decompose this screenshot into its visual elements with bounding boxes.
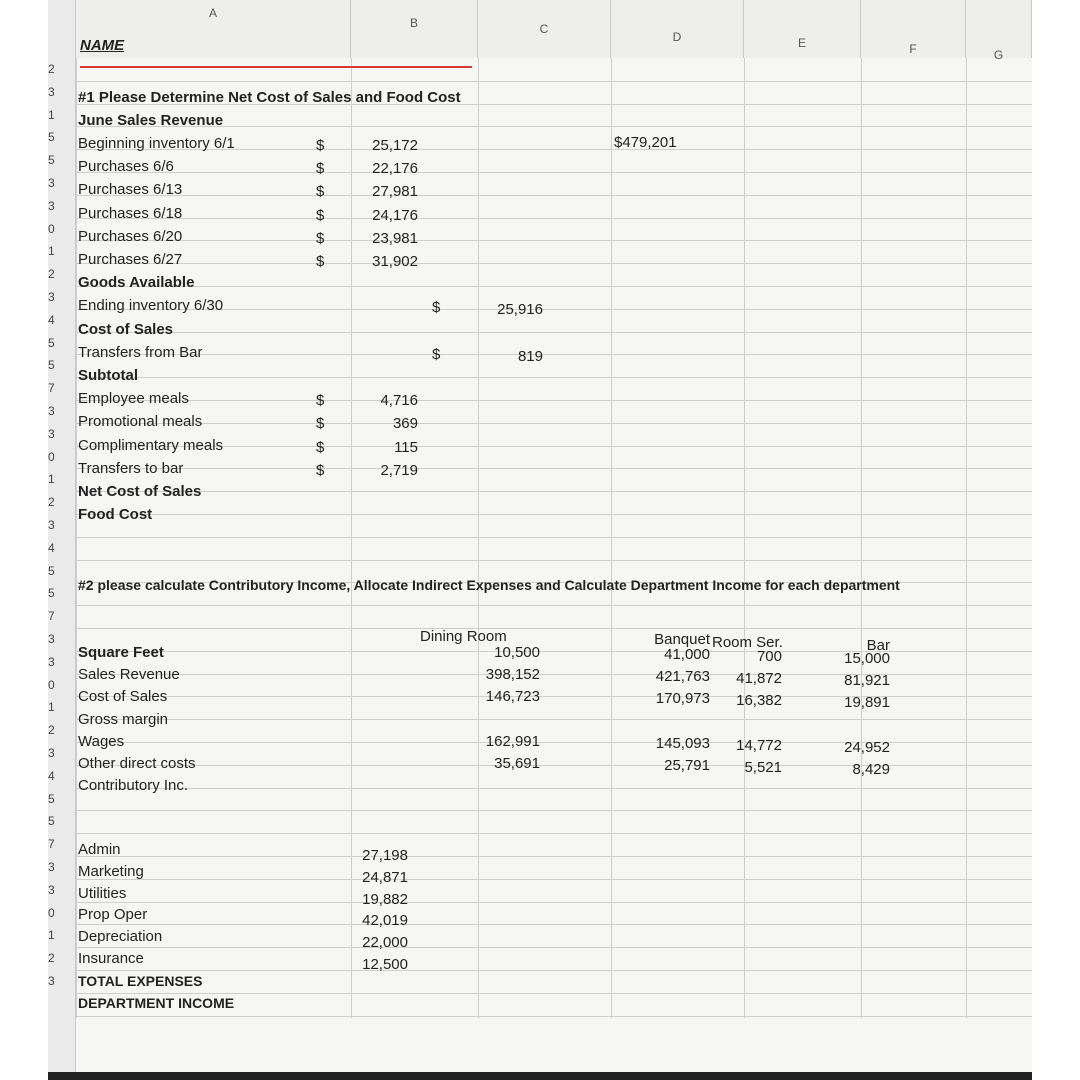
column-header-c[interactable]: C <box>478 0 611 58</box>
column-header-row <box>48 0 1032 62</box>
section1-row-label[interactable]: Food Cost <box>78 506 153 524</box>
row-number[interactable]: 5 <box>48 586 55 601</box>
section1-row-value[interactable]: 115 <box>394 438 418 456</box>
currency-symbol: $ <box>316 137 325 154</box>
section2-cell[interactable]: 15,000 <box>844 650 890 667</box>
section2-cell[interactable]: 81,921 <box>844 672 890 690</box>
section1-row-value[interactable]: 23,981 <box>372 229 418 247</box>
section2-cell[interactable]: 145,093 <box>655 734 710 752</box>
row-number[interactable]: 5 <box>48 153 55 168</box>
grid-row-line <box>76 240 1032 241</box>
section2-row-label[interactable]: Contributory Inc. <box>78 777 189 795</box>
section1-row-label[interactable]: Subtotal <box>78 367 138 384</box>
grid-row-line <box>76 263 1032 264</box>
row-number[interactable]: 3 <box>48 632 55 646</box>
section1-row-label[interactable]: Purchases 6/13 <box>78 181 183 199</box>
section1-row-label[interactable]: Beginning inventory 6/1 <box>78 135 235 152</box>
section2-row-label[interactable]: Cost of Sales <box>78 688 168 706</box>
screen-bottom-edge <box>48 1072 1032 1080</box>
section2-row-label[interactable]: Gross margin <box>78 710 169 728</box>
grid-row-line <box>76 537 1032 538</box>
column-header-d[interactable]: D <box>611 0 744 58</box>
department-header[interactable]: Banquet <box>654 631 710 648</box>
row-number[interactable]: 3 <box>48 404 55 418</box>
grid-row-line <box>76 514 1032 515</box>
currency-symbol: $ <box>316 183 325 201</box>
grid-row-line <box>76 81 1032 82</box>
row-number-gutter <box>48 0 76 1080</box>
sales-label: June Sales Revenue <box>78 112 224 129</box>
section2-cell[interactable]: 25,791 <box>664 757 710 774</box>
currency-symbol: $ <box>316 229 325 247</box>
expense-label[interactable]: Prop Oper <box>78 906 148 924</box>
department-header[interactable]: Bar <box>866 637 890 654</box>
section1-row-value[interactable]: 4,716 <box>380 392 418 410</box>
grid-row-line <box>76 902 1032 903</box>
grid-column-line <box>861 58 862 1018</box>
row-number[interactable]: 1 <box>48 472 55 487</box>
grid-row-line <box>76 810 1032 811</box>
row-number[interactable]: 7 <box>48 837 55 852</box>
grid-row-line <box>76 856 1032 857</box>
grid-row-line <box>76 332 1032 333</box>
row-number[interactable]: 4 <box>48 312 55 327</box>
section1-row-value[interactable]: 369 <box>392 415 418 433</box>
section1-row-label[interactable]: Complimentary meals <box>78 436 224 454</box>
grid-column-line <box>966 58 967 1018</box>
grid-row-line <box>76 491 1032 492</box>
section1-row-value[interactable]: 22,176 <box>372 160 418 178</box>
section2-cell[interactable]: 19,891 <box>844 694 890 712</box>
section2-cell[interactable]: 35,691 <box>494 755 540 772</box>
expense-label[interactable]: Insurance <box>78 950 144 967</box>
grid-row-line <box>76 628 1032 629</box>
row-number[interactable]: 5 <box>48 358 55 373</box>
name-underline <box>80 66 472 68</box>
column-header-a[interactable]: A <box>76 0 351 58</box>
grid-column-line <box>611 58 612 1018</box>
section1-row-value[interactable]: 25,172 <box>372 137 418 154</box>
row-number[interactable]: 0 <box>48 449 55 464</box>
sales-value[interactable]: $479,201 <box>614 134 677 151</box>
section1-title: #1 Please Determine Net Cost of Sales and Food Cost <box>78 89 461 106</box>
expense-value[interactable]: 19,882 <box>362 890 408 908</box>
row-number[interactable]: 5 <box>48 335 55 350</box>
row-number[interactable]: 5 <box>48 791 55 806</box>
section1-row-value-c[interactable]: 819 <box>517 347 543 365</box>
section1-row-value[interactable]: 2,719 <box>380 461 418 479</box>
section2-cell[interactable]: 8,429 <box>852 761 890 778</box>
expense-label[interactable]: Depreciation <box>78 928 163 946</box>
grid-row-line <box>76 605 1032 606</box>
column-header-f[interactable]: F <box>861 0 966 58</box>
row-number[interactable]: 3 <box>48 290 55 304</box>
section2-cell[interactable]: 41,000 <box>664 646 710 663</box>
row-number[interactable]: 3 <box>48 746 55 760</box>
name-label: NAME <box>80 37 125 54</box>
currency-symbol: $ <box>432 299 441 317</box>
section2-title: #2 please calculate Contributory Income, Allocate Indirect Expenses and Calculate Department Income for each department <box>78 577 900 593</box>
grid-row-line <box>76 286 1032 287</box>
section2-row-label[interactable]: Other direct costs <box>78 755 196 772</box>
row-number[interactable]: 2 <box>48 723 55 738</box>
section1-row-label[interactable]: Net Cost of Sales <box>78 483 202 500</box>
section2-cell[interactable]: 10,500 <box>494 644 540 661</box>
section2-cell[interactable]: 24,952 <box>844 738 890 756</box>
total-expenses-label[interactable]: TOTAL EXPENSES <box>78 973 203 989</box>
expense-value[interactable]: 27,198 <box>362 847 408 864</box>
currency-symbol: $ <box>316 253 325 270</box>
row-number[interactable]: 1 <box>48 928 55 943</box>
section1-row-label[interactable]: Purchases 6/20 <box>78 227 183 245</box>
grid-row-line <box>76 924 1032 925</box>
row-number[interactable]: 5 <box>48 814 55 829</box>
section1-row-value[interactable]: 24,176 <box>372 206 418 224</box>
expense-value[interactable]: 22,000 <box>362 934 408 952</box>
grid-column-line <box>478 58 479 1018</box>
expense-label[interactable]: Admin <box>78 841 121 858</box>
spreadsheet <box>48 0 1032 1080</box>
grid-row-line <box>76 947 1032 948</box>
row-number[interactable]: 0 <box>48 677 55 692</box>
section1-row-label[interactable]: Goods Available <box>78 274 195 292</box>
grid-row-line <box>76 423 1032 424</box>
row-number[interactable]: 2 <box>48 495 55 510</box>
section1-row-label[interactable]: Purchases 6/27 <box>78 251 183 268</box>
grid-row-line <box>76 970 1032 971</box>
section1-row-label[interactable]: Transfers from Bar <box>78 343 203 361</box>
section2-cell[interactable]: 162,991 <box>485 732 540 750</box>
section2-cell[interactable]: 41,872 <box>736 670 782 688</box>
row-number[interactable]: 2 <box>48 951 55 966</box>
row-number[interactable]: 1 <box>48 700 55 715</box>
expense-label[interactable]: Marketing <box>78 862 144 880</box>
row-number[interactable]: 2 <box>48 267 55 282</box>
currency-symbol: $ <box>316 461 325 479</box>
expense-value[interactable]: 12,500 <box>362 956 408 973</box>
row-number[interactable]: 4 <box>48 540 55 555</box>
grid-row-line <box>76 377 1032 378</box>
currency-symbol: $ <box>316 438 325 456</box>
row-number[interactable]: 3 <box>48 882 55 897</box>
section2-cell[interactable]: 170,973 <box>655 690 710 708</box>
column-header-g[interactable]: G <box>966 0 1032 58</box>
section2-cell[interactable]: 700 <box>756 648 782 665</box>
row-number[interactable]: 3 <box>48 426 55 441</box>
grid-row-line <box>76 354 1032 355</box>
row-number[interactable]: 3 <box>48 518 55 532</box>
row-number[interactable]: 1 <box>48 107 55 122</box>
row-number[interactable]: 0 <box>48 905 55 920</box>
currency-symbol: $ <box>316 206 325 224</box>
grid-row-line <box>76 879 1032 880</box>
section1-row-label[interactable]: Cost of Sales <box>78 320 174 338</box>
department-header[interactable]: Dining Room <box>420 628 507 645</box>
department-header[interactable]: Room Ser. <box>712 634 783 651</box>
row-number[interactable]: 7 <box>48 381 55 396</box>
row-number[interactable]: 3 <box>48 654 55 669</box>
section2-cell[interactable]: 14,772 <box>736 736 782 754</box>
row-number[interactable]: 5 <box>48 130 55 145</box>
expense-value[interactable]: 42,019 <box>362 912 408 930</box>
expense-label[interactable]: Utilities <box>78 884 127 902</box>
column-header-e[interactable]: E <box>744 0 861 58</box>
row-number[interactable]: 5 <box>48 563 55 578</box>
section2-cell[interactable]: 16,382 <box>736 692 782 710</box>
grid-row-line <box>76 560 1032 561</box>
row-number[interactable]: 2 <box>48 62 55 76</box>
grid-row-line <box>76 172 1032 173</box>
row-number[interactable]: 7 <box>48 609 55 624</box>
row-number[interactable]: 3 <box>48 860 55 874</box>
row-number[interactable]: 3 <box>48 84 55 99</box>
currency-symbol: $ <box>316 415 325 433</box>
grid-row-line <box>76 788 1032 789</box>
grid-row-line <box>76 1016 1032 1017</box>
row-number[interactable]: 4 <box>48 768 55 783</box>
department-income-label[interactable]: DEPARTMENT INCOME <box>78 995 235 1011</box>
section1-row-label[interactable]: Ending inventory 6/30 <box>78 297 224 315</box>
column-header-b[interactable]: B <box>351 0 478 58</box>
row-number[interactable]: 0 <box>48 221 55 236</box>
section2-cell[interactable]: 421,763 <box>655 668 710 686</box>
currency-symbol: $ <box>316 392 325 410</box>
grid-row-line <box>76 195 1032 196</box>
row-number[interactable]: 3 <box>48 176 55 190</box>
section2-cell[interactable]: 398,152 <box>485 666 540 684</box>
section1-row-label[interactable]: Employee meals <box>78 390 189 408</box>
grid-row-line <box>76 218 1032 219</box>
section2-row-label[interactable]: Wages <box>78 732 125 750</box>
grid-row-line <box>76 833 1032 834</box>
grid-row-line <box>76 400 1032 401</box>
section2-row-label[interactable]: Square Feet <box>78 644 164 661</box>
section1-row-label[interactable]: Purchases 6/18 <box>78 204 183 222</box>
expense-value[interactable]: 24,871 <box>362 868 408 886</box>
section1-row-label[interactable]: Promotional meals <box>78 413 203 431</box>
currency-symbol: $ <box>316 160 325 178</box>
section1-row-label[interactable]: Purchases 6/6 <box>78 158 174 176</box>
grid-row-line <box>76 719 1032 720</box>
section1-row-value[interactable]: 27,981 <box>372 183 418 201</box>
row-number[interactable]: 3 <box>48 974 55 988</box>
grid-row-line <box>76 468 1032 469</box>
row-number[interactable]: 1 <box>48 244 55 259</box>
grid-column-line <box>744 58 745 1018</box>
section2-row-label[interactable]: Sales Revenue <box>78 666 180 684</box>
section1-row-label[interactable]: Transfers to bar <box>78 459 184 477</box>
section1-row-value-c[interactable]: 25,916 <box>497 301 543 319</box>
section2-cell[interactable]: 5,521 <box>744 759 782 776</box>
section2-cell[interactable]: 146,723 <box>485 688 540 706</box>
section1-row-value[interactable]: 31,902 <box>372 253 418 270</box>
currency-symbol: $ <box>432 345 441 363</box>
row-number[interactable]: 3 <box>48 198 55 213</box>
grid-column-line <box>76 58 77 1018</box>
